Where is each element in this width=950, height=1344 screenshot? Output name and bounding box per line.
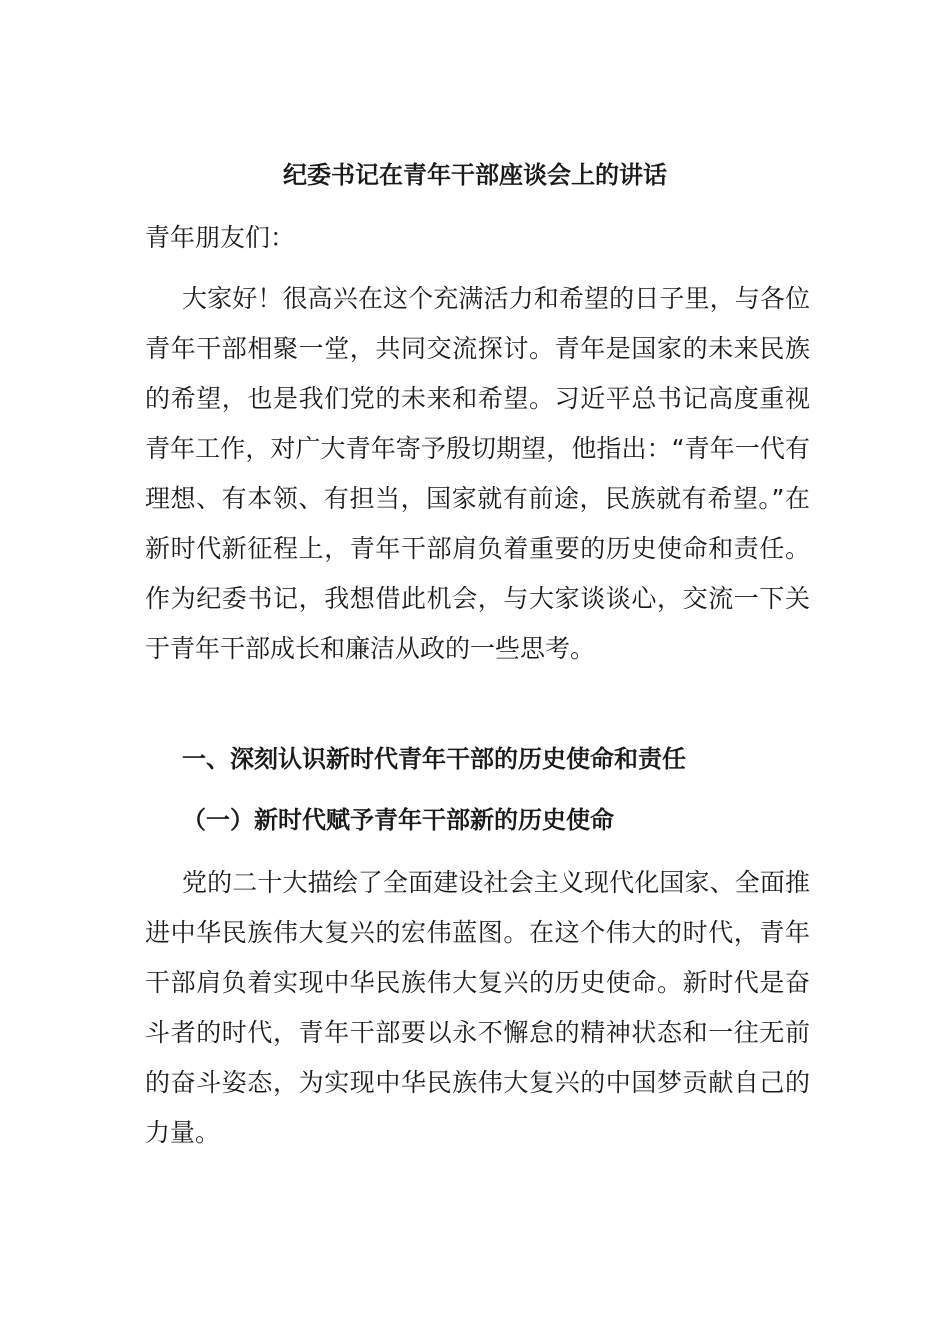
section-heading: 一、深刻认识新时代青年干部的历史使命和责任 xyxy=(182,745,686,773)
subsection-heading: （一）新时代赋予青年干部新的历史使命 xyxy=(182,806,614,834)
body-paragraph: 党的二十大描绘了全面建设社会主义现代化国家、全面推进中华民族伟大复兴的宏伟蓝图。在这个伟大的时代，青年干部肩负着实现中华民族伟大复兴的历史使命。新时代是奋斗者的时代，青年干部要以永不懈怠的精神状态和一往无前的奋斗姿态，为实现中华民族伟大复兴的中国梦贡献自己的力量。 xyxy=(145,868,810,1147)
salutation: 青年朋友们： xyxy=(145,223,296,252)
body-paragraph: 大家好！很高兴在这个充满活力和希望的日子里，与各位青年干部相聚一堂，共同交流探讨。青年是国家的未来民族的希望，也是我们党的未来和希望。习近平总书记高度重视青年工作，对广大青年寄予殷切期望，他指出：“青年一代有理想、有本领、有担当，国家就有前途，民族就有希望。”在新时代新征程上，青年干部肩负着重要的历史使命和责任。作为纪委书记，我想借此机会，与大家谈谈心，交流一下关于青年干部成长和廉洁从政的一些思考。 xyxy=(145,284,810,663)
document-title: 纪委书记在青年干部座谈会上的讲话 xyxy=(283,161,667,189)
